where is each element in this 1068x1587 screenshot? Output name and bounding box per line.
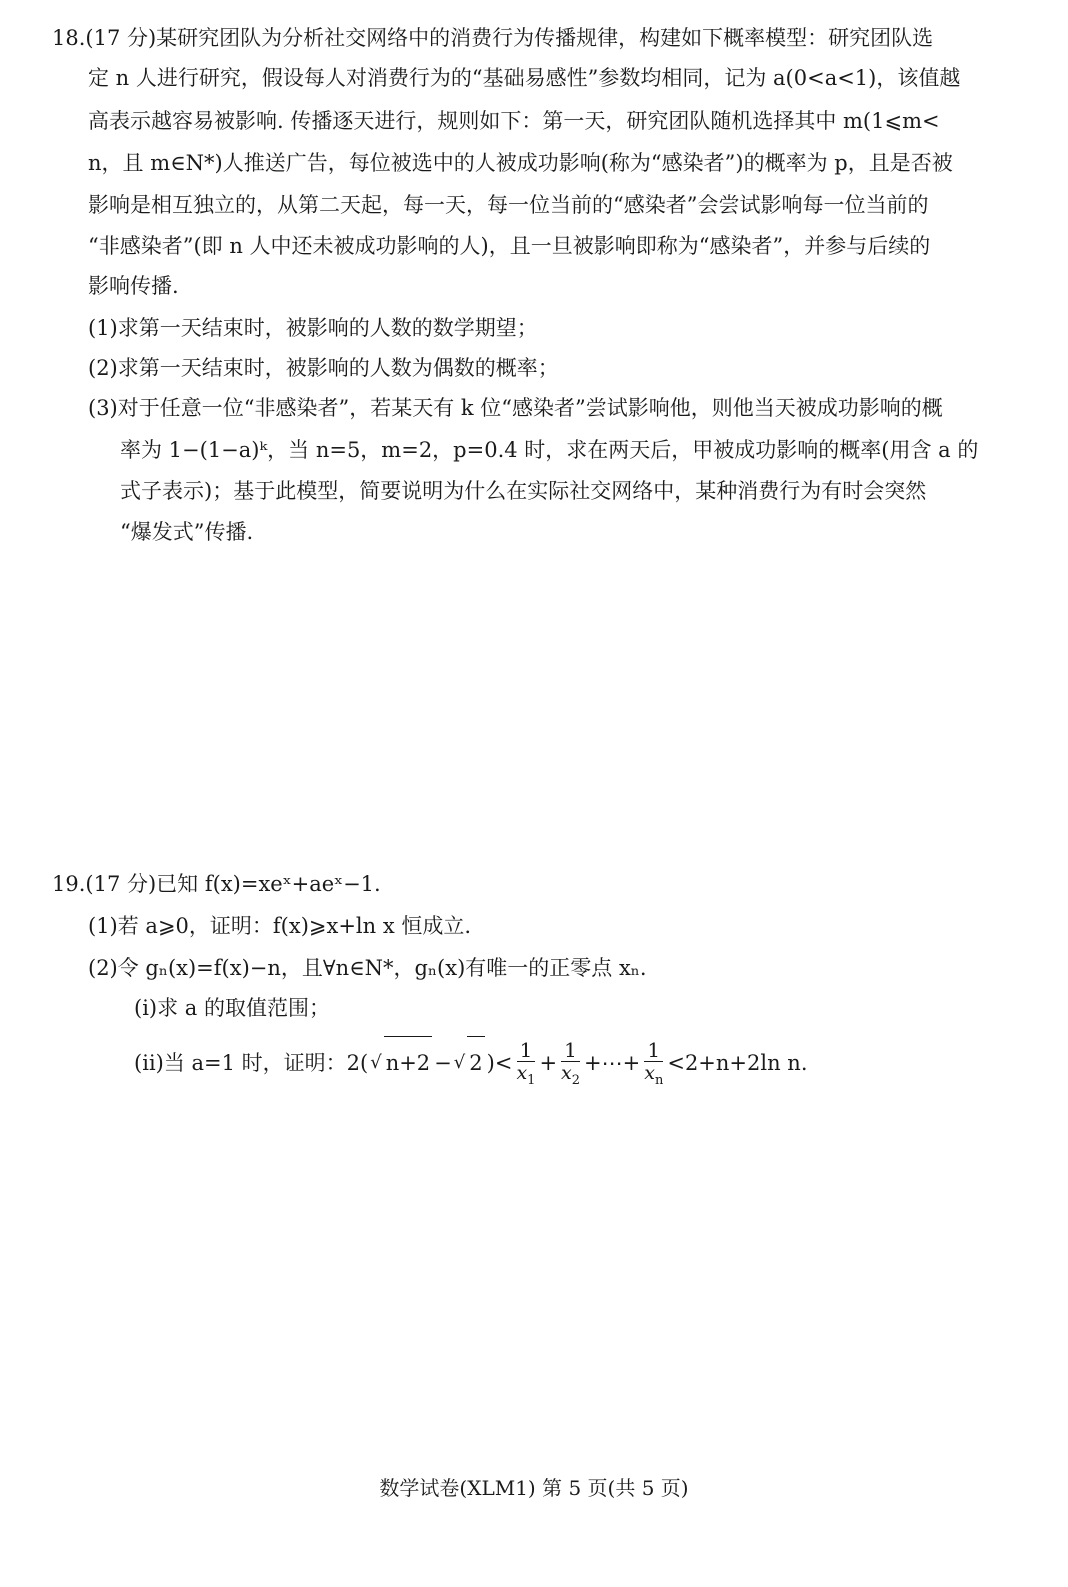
sqrt-sign-2: √ (453, 1051, 466, 1073)
fraction-1-over-xn (644, 1039, 663, 1087)
ineq-minus: − (434, 1050, 452, 1075)
sqrt-radicand-2: 2 (467, 1036, 484, 1089)
problem-18-line-2: 定 n 人进行研究，假设每人对消费行为的“基础易感性”参数均相同，记为 a(0<a<1)，该值越 (88, 66, 961, 90)
fraction-1-over-x1 (516, 1039, 535, 1087)
problem-18-line-5: 影响是相互独立的，从第二天起，每一天，每一位当前的“感染者”会尝试影响每一位当前的 (88, 193, 929, 217)
fraction-1-over-x2 (561, 1039, 580, 1087)
ineq-mid: )< (486, 1050, 513, 1075)
problem-18-question-1: (1)求第一天结束时，被影响的人数的数学期望； (88, 316, 538, 340)
problem-18-question-3-line-2: 率为 1−(1−a)ᵏ，当 n=5，m=2，p=0.4 时，求在两天后，甲被成功影响的概率(用含 a 的 (120, 438, 979, 462)
problem-19-question-1: (1)若 a⩾0，证明：f(x)⩾x+ln x 恒成立. (88, 914, 472, 938)
fraction-denominator (644, 1062, 663, 1087)
sqrt-sign-1: √ (370, 1051, 382, 1073)
fraction-numerator: 1 (561, 1039, 580, 1062)
denominator-var: x (516, 1061, 528, 1084)
problem-18-line-6: “非感染者”(即 n 人中还未被成功影响的人)，且一旦被影响即称为“感染者”，并参与后续的 (88, 234, 931, 258)
fraction-numerator: 1 (517, 1039, 536, 1062)
fraction-denominator (561, 1062, 580, 1087)
problem-18-question-3-line-4: “爆发式”传播. (120, 520, 254, 544)
problem-19-question-2: (2)令 gₙ(x)=f(x)−n，且∀n∈N*，gₙ(x)有唯一的正零点 xₙ. (88, 956, 647, 980)
sqrt-radicand-1: n+2 (384, 1036, 432, 1089)
problem-18-question-3-line-3: 式子表示)；基于此模型，简要说明为什么在实际社交网络中，某种消费行为有时会突然 (120, 479, 927, 503)
page-footer: 数学试卷(XLM1) 第 5 页(共 5 页) (379, 1476, 689, 1500)
problem-18-question-2: (2)求第一天结束时，被影响的人数为偶数的概率； (88, 356, 559, 380)
ineq-suffix: <2+n+2ln n. (667, 1050, 808, 1075)
denominator-var: x (644, 1061, 655, 1084)
ineq-plus-ellipsis: +⋯+ (584, 1050, 641, 1075)
ineq-plus-1: + (539, 1050, 558, 1075)
problem-18-line-1: 18.(17 分)某研究团队为分析社交网络中的消费行为传播规律，构建如下概率模型：研究团队选 (52, 26, 934, 50)
denominator-index: 2 (571, 1072, 581, 1088)
ineq-prefix: (ⅱ)当 a=1 时，证明：2( (134, 1050, 369, 1075)
problem-19-question-2-ii (134, 1036, 808, 1088)
problem-18-line-4: n，且 m∈N*)人推送广告，每位被选中的人被成功影响(称为“感染者”)的概率为 p，且是否被 (88, 151, 953, 175)
problem-19-question-2-i: (ⅰ)求 a 的取值范围； (134, 996, 330, 1020)
denominator-var: x (561, 1061, 572, 1084)
denominator-index: 1 (527, 1072, 536, 1088)
inequality-expression (134, 1036, 808, 1089)
problem-19-stem: 19.(17 分)已知 f(x)=xeˣ+aeˣ−1. (52, 872, 381, 896)
fraction-denominator (516, 1062, 535, 1087)
denominator-index: n (654, 1072, 664, 1088)
problem-18-line-7: 影响传播. (88, 274, 179, 298)
problem-18-question-3-line-1: (3)对于任意一位“非感染者”，若某天有 k 位“感染者”尝试影响他，则他当天被成功影响的概 (88, 396, 943, 420)
problem-18-line-3: 高表示越容易被影响. 传播逐天进行，规则如下：第一天，研究团队随机选择其中 m(1⩽m< (88, 109, 940, 133)
fraction-numerator: 1 (644, 1039, 663, 1062)
